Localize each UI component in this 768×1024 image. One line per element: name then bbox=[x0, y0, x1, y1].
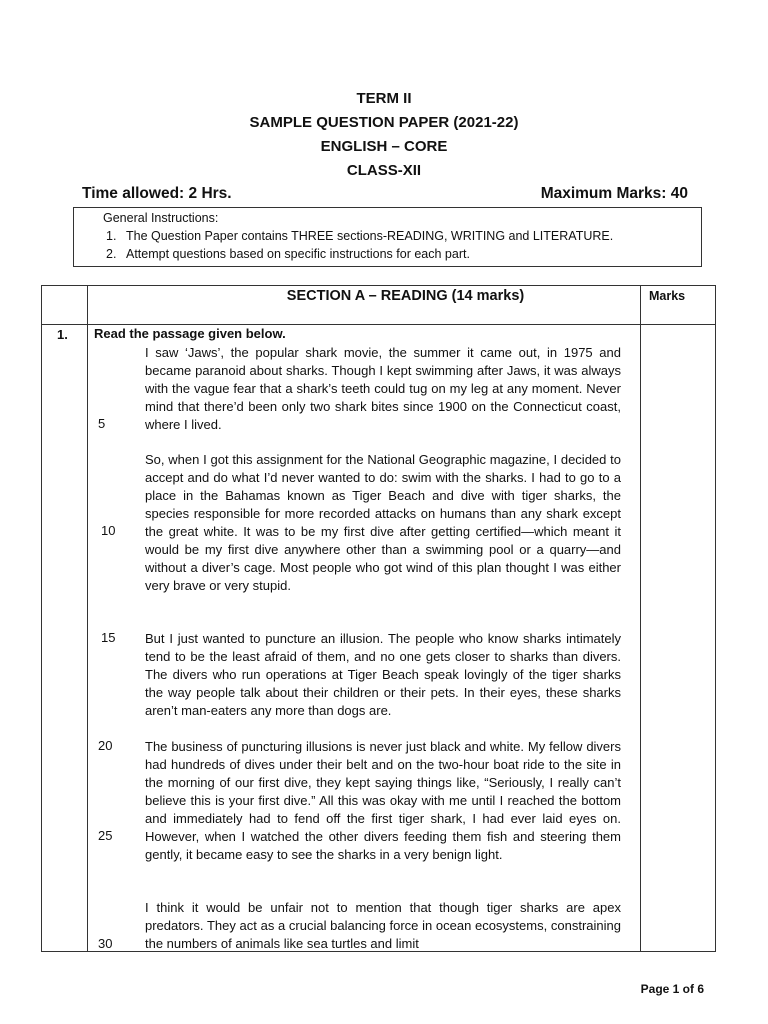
table-border bbox=[41, 285, 42, 952]
instruction-number: 2. bbox=[106, 247, 117, 261]
passage-paragraph: The business of puncturing illusions is never just black and white. My fellow divers had hundreds of dives under their belt and on the two-hour boat ride to the site in the morning of our first dive, they kept saying things like, “Seriously, I really can’t believe this is your first dive.” All this was okay with me until I reached the bottom and immediately had to fend off the first tiger shark, I had ever laid eyes on. However, when I watched the other divers feeding them fish and steering them gently, it became easy to see the sharks in a very benign light. bbox=[145, 739, 621, 862]
maximum-marks: Maximum Marks: 40 bbox=[540, 185, 688, 202]
paper-subject: ENGLISH – CORE bbox=[320, 138, 448, 155]
instructions-title: General Instructions: bbox=[103, 211, 219, 225]
instructions-list bbox=[106, 227, 613, 263]
passage-paragraph: I saw ‘Jaws’, the popular shark movie, the summer it came out, in 1975 and became paranoid about sharks. Though I kept swimming after Jaws, it was always with the vague fear that a shark’s teeth could tug on my leg at any moment. Never mind that there’d been only two shark bites since 1900 on the Connecticut coast, where I lived. bbox=[145, 345, 621, 432]
line-number: 30 bbox=[98, 936, 113, 951]
table-border bbox=[640, 285, 641, 952]
instruction-text: Attempt questions based on specific instructions for each part. bbox=[126, 247, 470, 261]
page-number: Page 1 of 6 bbox=[640, 982, 704, 996]
instruction-item bbox=[106, 227, 613, 245]
passage-paragraph: I think it would be unfair not to mention that though tiger sharks are apex predators. They act as a crucial balancing force in ocean ecosystems, constraining the numbers of animals like sea turtles and limit bbox=[145, 900, 621, 951]
table-border bbox=[87, 285, 88, 952]
section-title: SECTION A – READING (14 marks) bbox=[286, 288, 525, 304]
line-number: 25 bbox=[98, 828, 113, 843]
paper-title: SAMPLE QUESTION PAPER (2021-22) bbox=[249, 114, 519, 131]
instruction-item bbox=[106, 245, 613, 263]
paper-term: TERM II bbox=[356, 90, 412, 107]
time-allowed: Time allowed: 2 Hrs. bbox=[82, 185, 232, 202]
question-prompt: Read the passage given below. bbox=[94, 326, 286, 341]
passage-paragraph: But I just wanted to puncture an illusion. The people who know sharks intimately tend to be the least afraid of them, and no one gets closer to sharks than divers. The divers who run operations at Tiger Beach speak lovingly of the tiger sharks the way people talk about their children or their pets. In their eyes, these sharks aren’t man-eaters any more than dogs are. bbox=[145, 631, 621, 718]
paper-class: CLASS-XII bbox=[346, 162, 422, 179]
instruction-text: The Question Paper contains THREE sections-READING, WRITING and LITERATURE. bbox=[126, 229, 614, 243]
passage-paragraph: So, when I got this assignment for the National Geographic magazine, I decided to accept and do what I’d never wanted to do: swim with the sharks. I had to go to a place in the Bahamas known as Tiger Beach and dive with tiger sharks, the species responsible for more recorded attacks on humans than any shark except the great white. It was to be my first dive after getting certified—which meant it would be my first dive anywhere other than a swimming pool or a quarry—and without a diver’s cage. Most people who got wind of this plan thought I was either very brave or very stupid. bbox=[145, 452, 621, 593]
table-border bbox=[41, 285, 716, 286]
general-instructions-box bbox=[73, 207, 702, 267]
line-number: 20 bbox=[98, 738, 113, 753]
table-border bbox=[41, 324, 716, 325]
line-number: 5 bbox=[98, 416, 106, 431]
instruction-number: 1. bbox=[106, 229, 117, 243]
table-border bbox=[715, 285, 716, 952]
question-table bbox=[41, 285, 716, 952]
line-number: 15 bbox=[101, 630, 116, 645]
question-number: 1. bbox=[57, 327, 68, 342]
marks-column-header: Marks bbox=[649, 289, 686, 303]
line-number: 10 bbox=[101, 523, 116, 538]
